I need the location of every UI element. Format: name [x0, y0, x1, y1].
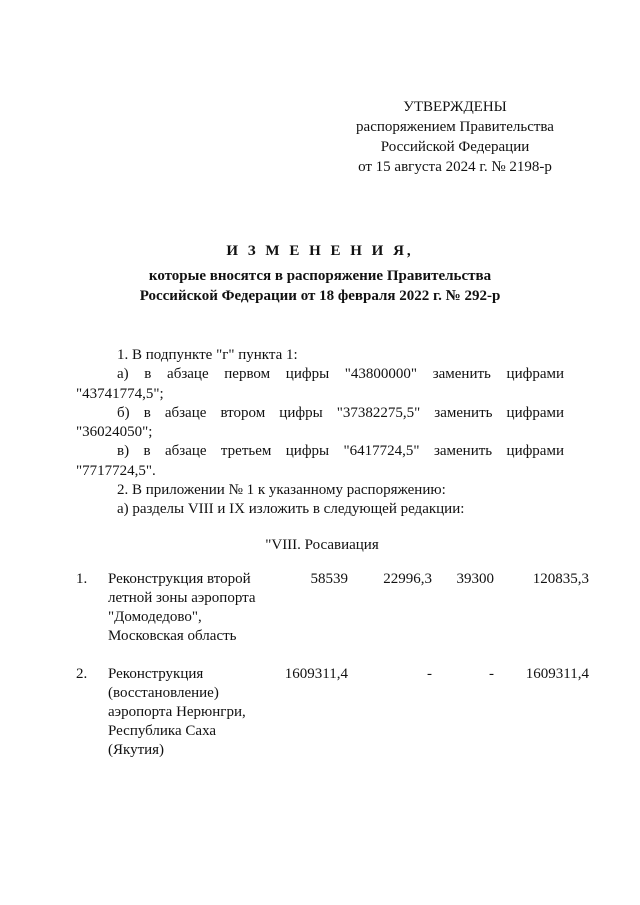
table-row — [76, 570, 589, 665]
paragraph-1: 1. В подпункте "г" пункта 1: — [117, 347, 298, 363]
item-b-line-2: "36024050"; — [76, 424, 153, 441]
document-subtitle — [0, 266, 640, 306]
paragraph-2: 2. В приложении № 1 к указанному распоряжению: — [117, 482, 446, 499]
value-cell: - — [427, 666, 432, 682]
document-body — [76, 346, 564, 520]
approval-date-line: от 15 августа 2024 г. № 2198-р — [358, 159, 552, 175]
value-cell: 58539 — [310, 571, 348, 587]
row-number: 2. — [76, 666, 88, 682]
subtitle-line: которые вносятся в распоряжение Правительства — [148, 268, 492, 284]
projects-table — [76, 570, 589, 760]
table-row — [76, 665, 589, 760]
approval-line: распоряжением Правительства — [356, 119, 554, 135]
subtitle-line: Российской Федерации от 18 февраля 2022 г. № 292-р — [139, 288, 501, 304]
approval-line: Российской Федерации — [380, 139, 530, 155]
section-heading — [0, 537, 640, 554]
value-cell: - — [489, 666, 494, 682]
paragraph-3: а) разделы VIII и IX изложить в следующей редакции: — [117, 501, 465, 518]
project-name: Реконструкция (восстановление) аэропорта Нерюнгри, Республика Саха (Якутия) — [108, 666, 246, 758]
value-cell: 39300 — [456, 571, 494, 587]
item-c-line-2: "7717724,5". — [76, 462, 156, 479]
approval-block — [330, 97, 580, 177]
total-cell: 120835,3 — [532, 571, 589, 587]
project-name: Реконструкция второй летной зоны аэропорта "Домодедово", Московская область — [108, 571, 256, 644]
item-a-line-1: а) в абзаце первом цифры "43800000" заменить цифрами — [117, 366, 564, 383]
section-heading-text: "VIII. Росавиация — [265, 537, 379, 553]
value-cell: 1609311,4 — [284, 666, 348, 682]
value-cell: 22996,3 — [383, 571, 432, 587]
row-number: 1. — [76, 571, 88, 587]
total-cell: 1609311,4 — [525, 666, 589, 682]
item-a-line-2: "43741774,5"; — [76, 385, 164, 402]
item-b-line-1: б) в абзаце втором цифры "37382275,5" заменить цифрами — [117, 404, 564, 421]
item-c-line-1: в) в абзаце третьем цифры "6417724,5" заменить цифрами — [117, 443, 564, 460]
document-title: И З М Е Н Е Н И Я, — [226, 243, 414, 259]
approval-heading: УТВЕРЖДЕНЫ — [403, 99, 507, 115]
